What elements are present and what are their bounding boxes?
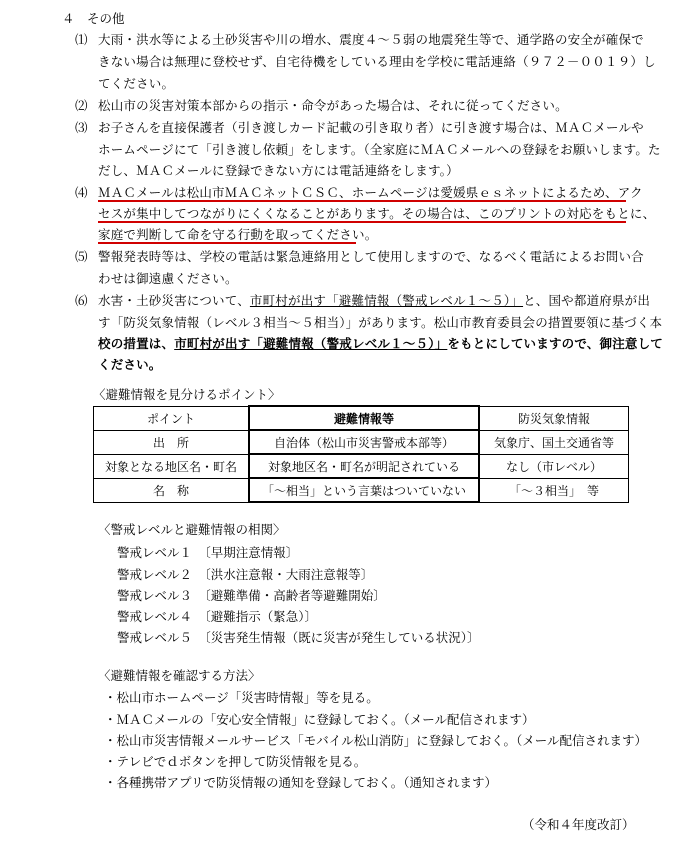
item-6-line-1-a: 水害・土砂災害について、 — [98, 293, 250, 308]
table-row — [94, 454, 629, 478]
table-cell: 対象地区名・町名が明記されている — [249, 454, 479, 478]
table-cell: 出 所 — [94, 430, 250, 454]
level-item: 警戒レベル２ 〔洪水注意報・大雨注意報等〕 — [117, 567, 374, 582]
table-cell: 名 称 — [94, 478, 250, 502]
item-6-line-1-b: 市町村が出す「避難情報（警戒レベル１～５）」 — [249, 293, 524, 308]
item-4-red-underline-2 — [98, 221, 626, 223]
item-3-line-2: ホームページにて「引き渡し依頼」をします。（全家庭にＭＡＣメールへの登録をお願いします。た — [98, 142, 661, 157]
method-item: ・松山市災害情報メールサービス「モバイル松山消防」に登録しておく。（メール配信されます） — [104, 733, 648, 748]
item-3-line-3: だし、ＭＡＣメールに登録できない方には電話連絡をします。） — [98, 163, 459, 178]
item-4-line-2: セスが集中してつながりにくくなることがあります。その場合は、このプリントの対応をもとに、 — [98, 206, 656, 221]
levels-title: 〈警戒レベルと避難情報の相関〉 — [98, 522, 286, 537]
method-item: ・ＭＡＣメールの「安心安全情報」に登録しておく。（メール配信されます） — [104, 712, 535, 727]
item-3-number: ⑶ — [75, 120, 88, 135]
table-cell: なし（市レベル） — [479, 454, 629, 478]
section-heading: ４ その他 — [62, 11, 125, 26]
item-2-line-1: 松山市の災害対策本部からの指示・命令があった場合は、それに従ってください。 — [98, 98, 568, 113]
item-4-number: ⑷ — [75, 185, 88, 200]
item-6-number: ⑹ — [75, 293, 88, 308]
points-table — [93, 405, 629, 503]
table-row — [94, 430, 629, 454]
item-6-line-3 — [98, 334, 663, 352]
item-5-line-1: 警報発表時等は、学校の電話は緊急連絡用として使用しますので、なるべく電話によるお問い合 — [98, 249, 644, 264]
table-cell: 対象となる地区名・町名 — [94, 454, 250, 478]
item-6-line-3-a: 校の措置は、 — [98, 336, 175, 351]
table-cell: 「～３相当」 等 — [479, 478, 629, 502]
item-4-red-underline-1 — [98, 200, 626, 202]
table-header-row — [94, 406, 629, 430]
method-item: ・テレビでｄボタンを押して防災情報を見る。 — [104, 754, 367, 769]
level-item: 警戒レベル４ 〔避難指示（緊急）〕 — [117, 609, 318, 624]
item-1-number: ⑴ — [75, 32, 88, 47]
item-1-line-3: てください。 — [98, 76, 175, 91]
revision-note: （令和４年度改訂） — [522, 817, 635, 832]
item-6-line-3-b: 市町村が出す「避難情報（警戒レベル１～５）」 — [174, 336, 448, 351]
table-header-cell: 避難情報等 — [249, 406, 479, 430]
item-6-line-4: ください。 — [98, 357, 162, 372]
table-row — [94, 478, 629, 502]
item-1-line-1: 大雨・洪水等による土砂災害や川の増水、震度４～５弱の地震発生等で、通学路の安全が確保で — [98, 32, 644, 47]
item-6-line-3-c: をもとにしていますので、御注意して — [447, 336, 664, 351]
table-cell: 自治体（松山市災害警戒本部等） — [249, 430, 479, 454]
item-3-line-1: お子さんを直接保護者（引き渡しカード記載の引き取り者）に引き渡す場合は、ＭＡＣメールや — [98, 120, 644, 135]
method-item: ・各種携帯アプリで防災情報の通知を登録しておく。（通知されます） — [104, 775, 498, 790]
item-2-number: ⑵ — [75, 98, 88, 113]
level-item: 警戒レベル１ 〔早期注意情報〕 — [117, 545, 299, 560]
level-item: 警戒レベル５ 〔災害発生情報（既に災害が発生している状況）〕 — [117, 630, 480, 645]
table-header-cell: ポイント — [94, 406, 250, 430]
item-5-line-2: わせは御遠慮ください。 — [98, 271, 238, 286]
points-title: 〈避難情報を見分けるポイント〉 — [93, 387, 281, 402]
level-item: 警戒レベル３ 〔避難準備・高齢者等避難開始〕 — [117, 588, 386, 603]
method-item: ・松山市ホームページ「災害時情報」等を見る。 — [104, 690, 379, 705]
table-cell: 気象庁、国土交通省等 — [479, 430, 629, 454]
item-6-line-1-c: と、国や都道府県が出 — [523, 293, 651, 308]
table-cell: 「～相当」という言葉はついていない — [249, 478, 479, 502]
methods-title: 〈避難情報を確認する方法〉 — [98, 668, 261, 683]
item-6-line-2: す「防災気象情報（レベル３相当～５相当）」があります。松山市教育委員会の措置要領に基づく本 — [98, 315, 663, 330]
item-1-line-2: きない場合は無理に登校せず、自宅待機をしている理由を学校に電話連絡（９７２－００１９）し — [98, 54, 656, 69]
item-6-line-1 — [98, 291, 650, 309]
item-4-line-1: ＭＡＣメールは松山市ＭＡＣネットＣＳＣ、ホームページは愛媛県ｅｓネットによるため、アク — [98, 185, 643, 200]
item-5-number: ⑸ — [75, 249, 88, 264]
table-header-cell: 防災気象情報 — [479, 406, 629, 430]
item-4-line-3: 家庭で判断して命を守る行動を取ってください。 — [98, 227, 378, 242]
item-4-red-underline-3 — [98, 242, 356, 244]
